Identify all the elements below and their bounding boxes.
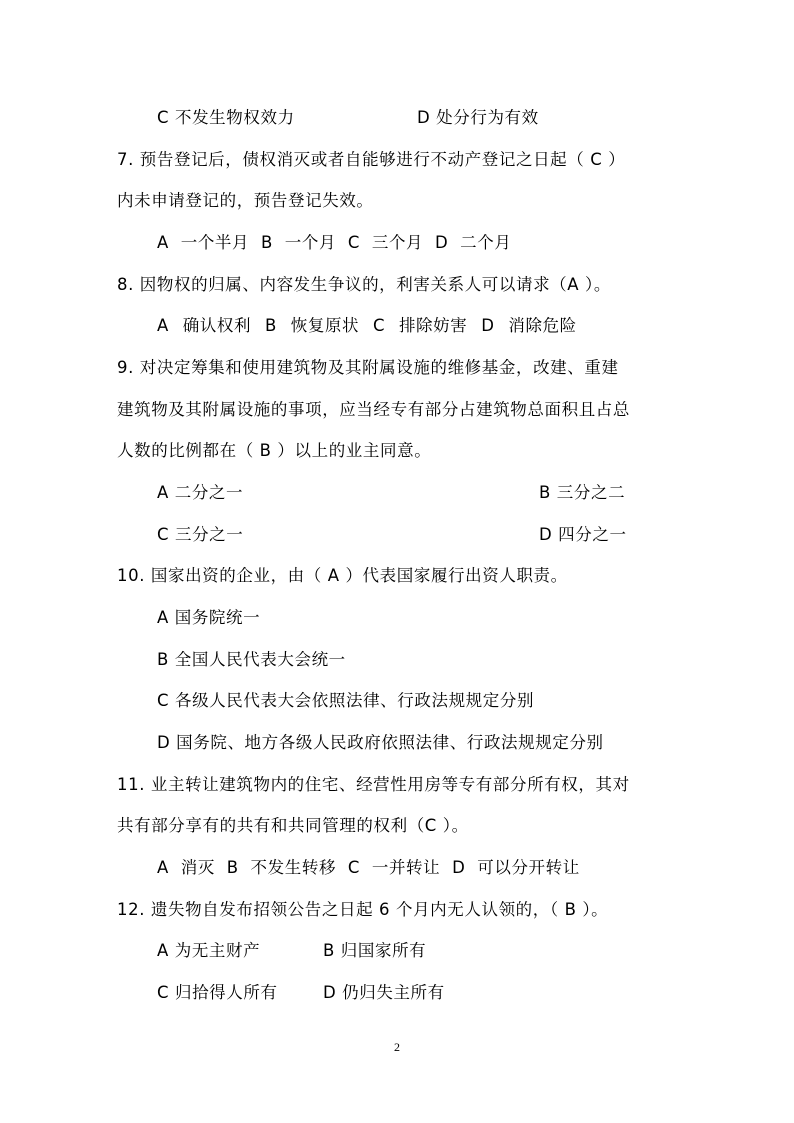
q8-options: A 确认权利 B 恢复原状 C 排除妨害 D 消除危险 xyxy=(157,316,577,335)
q10-stem-line-1: 10. 国家出资的企业，由（ A ）代表国家履行出资人职责。 xyxy=(117,566,568,585)
q7-stem-line-2: 内未申请登记的，预告登记失效。 xyxy=(117,191,374,210)
q9-option-c: C 三分之一 xyxy=(157,525,244,544)
q9-option-b: B 三分之二 xyxy=(539,483,626,502)
q12-option-c: C 归拾得人所有 xyxy=(157,983,278,1002)
q7-options: A 一个半月 B 一个月 C 三个月 D 二个月 xyxy=(157,233,512,252)
q10-option-a: A 国务院统一 xyxy=(157,608,261,627)
q6-option-d: D 处分行为有效 xyxy=(417,108,539,127)
q12-option-b: B 归国家所有 xyxy=(323,941,427,960)
q10-option-c: C 各级人民代表大会依照法律、行政法规规定分别 xyxy=(157,691,535,710)
q9-option-d: D 四分之一 xyxy=(539,525,627,544)
q6-options-row xyxy=(157,103,295,133)
q9-stem-line-2: 建筑物及其附属设施的事项，应当经专有部分占建筑物总面积且占总 xyxy=(117,400,630,419)
q12-stem-line-1: 12. 遗失物自发布招领公告之日起 6 个月内无人认领的，（ B ）。 xyxy=(117,900,609,919)
q12-option-a: A 为无主财产 xyxy=(157,941,261,960)
q11-stem-line-2: 共有部分享有的共有和共同管理的权利（C ）。 xyxy=(117,816,469,835)
q8-stem-line-1: 8. 因物权的归属、内容发生争议的，利害关系人可以请求（A ）。 xyxy=(117,275,611,294)
q7-stem-line-1: 7. 预告登记后，债权消灭或者自能够进行不动产登记之日起（ C ） xyxy=(117,150,626,169)
q12-option-d: D 仍归失主所有 xyxy=(323,983,445,1002)
page-number: 2 xyxy=(394,1040,400,1054)
q9-stem-line-3: 人数的比例都在（ B ）以上的业主同意。 xyxy=(117,441,432,460)
q10-option-b: B 全国人民代表大会统一 xyxy=(157,650,346,669)
q9-option-a: A 二分之一 xyxy=(157,483,244,502)
q9-stem-line-1: 9. 对决定筹集和使用建筑物及其附属设施的维修基金，改建、重建 xyxy=(117,358,619,377)
q11-options: A 消灭 B 不发生转移 C 一并转让 D 可以分开转让 xyxy=(157,858,580,877)
q11-stem-line-1: 11. 业主转让建筑物内的住宅、经营性用房等专有部分所有权，其对 xyxy=(117,775,630,794)
q6-option-c: C 不发生物权效力 xyxy=(157,108,295,127)
q10-option-d: D 国务院、地方各级人民政府依照法律、行政法规规定分别 xyxy=(157,733,604,752)
